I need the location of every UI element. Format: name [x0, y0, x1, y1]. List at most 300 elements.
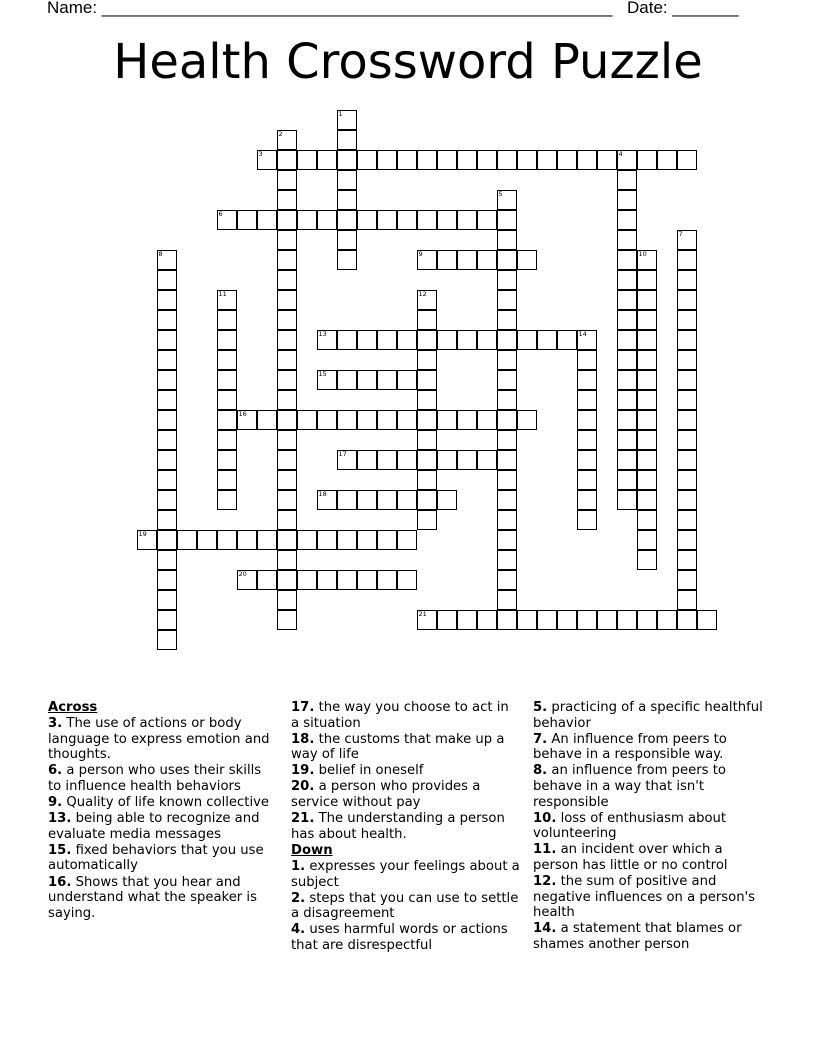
grid-cell[interactable] — [197, 530, 217, 550]
cell-number: 7 — [678, 229, 683, 238]
grid-cell[interactable] — [457, 210, 477, 230]
grid-cell[interactable] — [397, 490, 417, 510]
grid-cell[interactable] — [337, 150, 357, 170]
grid-cell[interactable] — [677, 290, 697, 310]
grid-cell[interactable] — [557, 610, 577, 630]
grid-cell[interactable] — [137, 530, 157, 550]
grid-cell[interactable] — [577, 350, 597, 370]
grid-cell[interactable] — [217, 470, 237, 490]
grid-cell[interactable] — [317, 330, 337, 350]
grid-cell[interactable] — [417, 150, 437, 170]
grid-cell[interactable] — [617, 410, 637, 430]
grid-cell[interactable] — [277, 150, 297, 170]
grid-cell[interactable] — [277, 410, 297, 430]
grid-cell[interactable] — [317, 570, 337, 590]
grid-cell[interactable] — [217, 450, 237, 470]
grid-cell[interactable] — [397, 370, 417, 390]
grid-cell[interactable] — [577, 370, 597, 390]
grid-cell[interactable] — [677, 450, 697, 470]
grid-cell[interactable] — [357, 530, 377, 550]
grid-cell[interactable] — [377, 150, 397, 170]
grid-cell[interactable] — [577, 330, 597, 350]
grid-cell[interactable] — [397, 330, 417, 350]
grid-cell[interactable] — [417, 370, 437, 390]
grid-cell[interactable] — [357, 450, 377, 470]
clue-number: 17. — [291, 700, 315, 715]
grid-cell[interactable] — [377, 490, 397, 510]
grid-cell[interactable] — [497, 590, 517, 610]
grid-cell[interactable] — [157, 610, 177, 630]
grid-cell[interactable] — [657, 610, 677, 630]
grid-cell[interactable] — [417, 470, 437, 490]
clue-text: a person who provides a service without pay — [291, 779, 481, 811]
grid-cell[interactable] — [157, 270, 177, 290]
grid-cell[interactable] — [237, 210, 257, 230]
grid-cell[interactable] — [417, 350, 437, 370]
grid-cell[interactable] — [437, 450, 457, 470]
grid-cell[interactable] — [637, 450, 657, 470]
grid-cell[interactable] — [417, 490, 437, 510]
grid-cell[interactable] — [617, 490, 637, 510]
grid-cell[interactable] — [637, 250, 657, 270]
grid-cell[interactable] — [617, 190, 637, 210]
grid-cell[interactable] — [497, 350, 517, 370]
grid-cell[interactable] — [477, 610, 497, 630]
grid-cell[interactable] — [277, 510, 297, 530]
grid-cell[interactable] — [417, 310, 437, 330]
grid-cell[interactable] — [517, 410, 537, 430]
grid-cell[interactable] — [677, 430, 697, 450]
grid-cell[interactable] — [337, 210, 357, 230]
grid-cell[interactable] — [497, 550, 517, 570]
grid-cell[interactable] — [637, 370, 657, 390]
grid-cell[interactable] — [157, 530, 177, 550]
grid-cell[interactable] — [337, 450, 357, 470]
page-title: Health Crossword Puzzle — [113, 34, 703, 90]
grid-cell[interactable] — [677, 370, 697, 390]
clue-down-1 — [291, 859, 521, 890]
grid-cell[interactable] — [217, 310, 237, 330]
grid-cell[interactable] — [597, 610, 617, 630]
grid-cell[interactable] — [417, 430, 437, 450]
cell-number: 20 — [238, 569, 247, 578]
grid-cell[interactable] — [377, 570, 397, 590]
grid-cell[interactable] — [157, 350, 177, 370]
grid-cell[interactable] — [577, 610, 597, 630]
grid-cell[interactable] — [677, 610, 697, 630]
grid-cell[interactable] — [377, 410, 397, 430]
grid-cell[interactable] — [617, 250, 637, 270]
grid-cell[interactable] — [637, 510, 657, 530]
down-heading: Down — [291, 842, 333, 858]
grid-cell[interactable] — [217, 530, 237, 550]
grid-cell[interactable] — [557, 150, 577, 170]
grid-cell[interactable] — [357, 210, 377, 230]
grid-cell[interactable] — [277, 310, 297, 330]
cell-number: 14 — [578, 329, 587, 338]
grid-cell[interactable] — [497, 430, 517, 450]
grid-cell[interactable] — [637, 470, 657, 490]
grid-cell[interactable] — [497, 490, 517, 510]
grid-cell[interactable] — [417, 290, 437, 310]
grid-cell[interactable] — [497, 370, 517, 390]
grid-cell[interactable] — [477, 250, 497, 270]
grid-cell[interactable] — [417, 330, 437, 350]
grid-cell[interactable] — [617, 310, 637, 330]
clue-number: 14. — [533, 921, 557, 937]
grid-cell[interactable] — [157, 570, 177, 590]
grid-cell[interactable] — [637, 150, 657, 170]
grid-cell[interactable] — [677, 590, 697, 610]
grid-cell[interactable] — [237, 570, 257, 590]
grid-cell[interactable] — [677, 310, 697, 330]
grid-cell[interactable] — [157, 290, 177, 310]
grid-cell[interactable] — [637, 350, 657, 370]
grid-cell[interactable] — [477, 330, 497, 350]
across-heading: Across — [48, 700, 98, 715]
grid-cell[interactable] — [277, 210, 297, 230]
grid-cell[interactable] — [277, 350, 297, 370]
grid-cell[interactable] — [337, 170, 357, 190]
grid-cell[interactable] — [277, 330, 297, 350]
grid-cell[interactable] — [337, 410, 357, 430]
clue-number: 21. — [291, 811, 315, 827]
grid-cell[interactable] — [397, 150, 417, 170]
grid-cell[interactable] — [577, 150, 597, 170]
grid-cell[interactable] — [557, 330, 577, 350]
grid-cell[interactable] — [677, 550, 697, 570]
cell-number: 2 — [278, 129, 283, 138]
grid-cell[interactable] — [457, 330, 477, 350]
grid-cell[interactable] — [477, 210, 497, 230]
grid-cell[interactable] — [657, 150, 677, 170]
grid-cell[interactable] — [617, 170, 637, 190]
grid-cell[interactable] — [157, 390, 177, 410]
grid-cell[interactable] — [497, 230, 517, 250]
grid-cell[interactable] — [337, 530, 357, 550]
grid-cell[interactable] — [357, 490, 377, 510]
grid-cell[interactable] — [317, 150, 337, 170]
grid-cell[interactable] — [517, 330, 537, 350]
grid-cell[interactable] — [637, 430, 657, 450]
grid-cell[interactable] — [677, 390, 697, 410]
grid-cell[interactable] — [177, 530, 197, 550]
grid-cell[interactable] — [157, 370, 177, 390]
clue-down-8 — [533, 763, 763, 810]
grid-cell[interactable] — [277, 530, 297, 550]
grid-cell[interactable] — [397, 570, 417, 590]
grid-cell[interactable] — [277, 550, 297, 570]
clue-across-13 — [48, 811, 278, 842]
grid-cell[interactable] — [677, 350, 697, 370]
grid-cell[interactable] — [637, 610, 657, 630]
grid-cell[interactable] — [157, 550, 177, 570]
grid-cell[interactable] — [417, 410, 437, 430]
grid-cell[interactable] — [617, 390, 637, 410]
grid-cell[interactable] — [697, 610, 717, 630]
grid-cell[interactable] — [377, 210, 397, 230]
grid-cell[interactable] — [677, 510, 697, 530]
grid-cell[interactable] — [677, 490, 697, 510]
grid-cell[interactable] — [377, 330, 397, 350]
date-field[interactable]: Date: _______ — [627, 0, 739, 17]
cell-number: 9 — [418, 249, 423, 258]
grid-cell[interactable] — [617, 610, 637, 630]
grid-cell[interactable] — [577, 430, 597, 450]
grid-cell[interactable] — [317, 210, 337, 230]
grid-cell[interactable] — [497, 570, 517, 590]
grid-cell[interactable] — [637, 310, 657, 330]
grid-cell[interactable] — [677, 530, 697, 550]
grid-cell[interactable] — [357, 410, 377, 430]
grid-cell[interactable] — [277, 170, 297, 190]
grid-cell[interactable] — [417, 250, 437, 270]
grid-cell[interactable] — [277, 470, 297, 490]
grid-cell[interactable] — [297, 410, 317, 430]
grid-cell[interactable] — [237, 530, 257, 550]
clue-number: 10. — [533, 810, 557, 826]
grid-cell[interactable] — [157, 630, 177, 650]
grid-cell[interactable] — [537, 330, 557, 350]
grid-cell[interactable] — [257, 150, 277, 170]
grid-cell[interactable] — [277, 430, 297, 450]
grid-cell[interactable] — [377, 530, 397, 550]
grid-cell[interactable] — [217, 390, 237, 410]
clue-down-4 — [291, 922, 521, 953]
grid-cell[interactable] — [217, 210, 237, 230]
grid-cell[interactable] — [637, 270, 657, 290]
grid-cell[interactable] — [637, 550, 657, 570]
grid-cell[interactable] — [337, 110, 357, 130]
grid-cell[interactable] — [437, 150, 457, 170]
grid-cell[interactable] — [297, 530, 317, 550]
grid-cell[interactable] — [277, 370, 297, 390]
grid-cell[interactable] — [157, 250, 177, 270]
grid-cell[interactable] — [157, 310, 177, 330]
grid-cell[interactable] — [277, 590, 297, 610]
grid-cell[interactable] — [217, 290, 237, 310]
grid-cell[interactable] — [497, 290, 517, 310]
grid-cell[interactable] — [457, 150, 477, 170]
grid-cell[interactable] — [157, 590, 177, 610]
grid-cell[interactable] — [277, 450, 297, 470]
grid-cell[interactable] — [437, 490, 457, 510]
grid-cell[interactable] — [437, 610, 457, 630]
grid-cell[interactable] — [577, 470, 597, 490]
grid-cell[interactable] — [637, 330, 657, 350]
grid-cell[interactable] — [497, 190, 517, 210]
grid-cell[interactable] — [577, 490, 597, 510]
grid-cell[interactable] — [337, 330, 357, 350]
grid-cell[interactable] — [497, 330, 517, 350]
grid-cell[interactable] — [617, 150, 637, 170]
grid-cell[interactable] — [577, 410, 597, 430]
grid-cell[interactable] — [497, 150, 517, 170]
grid-cell[interactable] — [317, 410, 337, 430]
grid-cell[interactable] — [617, 470, 637, 490]
grid-cell[interactable] — [517, 150, 537, 170]
grid-cell[interactable] — [217, 430, 237, 450]
grid-cell[interactable] — [277, 570, 297, 590]
grid-cell[interactable] — [397, 530, 417, 550]
grid-cell[interactable] — [497, 470, 517, 490]
grid-cell[interactable] — [277, 290, 297, 310]
grid-cell[interactable] — [677, 330, 697, 350]
grid-cell[interactable] — [337, 370, 357, 390]
grid-cell[interactable] — [257, 530, 277, 550]
grid-cell[interactable] — [677, 270, 697, 290]
grid-cell[interactable] — [417, 390, 437, 410]
grid-cell[interactable] — [337, 130, 357, 150]
grid-cell[interactable] — [637, 290, 657, 310]
grid-cell[interactable] — [277, 230, 297, 250]
grid-cell[interactable] — [637, 410, 657, 430]
grid-cell[interactable] — [237, 410, 257, 430]
grid-cell[interactable] — [537, 150, 557, 170]
grid-cell[interactable] — [337, 190, 357, 210]
grid-cell[interactable] — [577, 450, 597, 470]
clue-across-16 — [48, 875, 278, 922]
grid-cell[interactable] — [517, 610, 537, 630]
grid-cell[interactable] — [357, 570, 377, 590]
grid-cell[interactable] — [357, 150, 377, 170]
grid-cell[interactable] — [617, 290, 637, 310]
grid-cell[interactable] — [257, 410, 277, 430]
grid-cell[interactable] — [277, 130, 297, 150]
grid-cell[interactable] — [617, 430, 637, 450]
grid-cell[interactable] — [277, 610, 297, 630]
grid-cell[interactable] — [437, 330, 457, 350]
grid-cell[interactable] — [497, 270, 517, 290]
grid-cell[interactable] — [497, 250, 517, 270]
grid-cell[interactable] — [357, 330, 377, 350]
grid-cell[interactable] — [417, 610, 437, 630]
grid-cell[interactable] — [257, 210, 277, 230]
grid-cell[interactable] — [157, 430, 177, 450]
grid-cell[interactable] — [397, 210, 417, 230]
grid-cell[interactable] — [217, 350, 237, 370]
grid-cell[interactable] — [617, 350, 637, 370]
grid-cell[interactable] — [437, 410, 457, 430]
grid-cell[interactable] — [577, 510, 597, 530]
grid-cell[interactable] — [397, 450, 417, 470]
grid-cell[interactable] — [637, 390, 657, 410]
grid-cell[interactable] — [677, 230, 697, 250]
grid-cell[interactable] — [277, 490, 297, 510]
clue-across-9 — [48, 795, 278, 811]
clue-number: 12. — [533, 874, 557, 890]
grid-cell[interactable] — [477, 410, 497, 430]
clue-number: 7. — [533, 731, 548, 747]
grid-cell[interactable] — [377, 370, 397, 390]
grid-cell[interactable] — [277, 250, 297, 270]
grid-cell[interactable] — [157, 470, 177, 490]
grid-cell[interactable] — [497, 310, 517, 330]
grid-cell[interactable] — [297, 150, 317, 170]
grid-cell[interactable] — [317, 490, 337, 510]
grid-cell[interactable] — [277, 270, 297, 290]
grid-cell[interactable] — [677, 470, 697, 490]
grid-cell[interactable] — [337, 250, 357, 270]
grid-cell[interactable] — [577, 390, 597, 410]
grid-cell[interactable] — [417, 210, 437, 230]
grid-cell[interactable] — [277, 390, 297, 410]
clue-down-7 — [533, 732, 763, 763]
grid-cell[interactable] — [677, 150, 697, 170]
grid-cell[interactable] — [497, 510, 517, 530]
grid-cell[interactable] — [497, 530, 517, 550]
grid-cell[interactable] — [677, 570, 697, 590]
grid-cell[interactable] — [157, 490, 177, 510]
grid-cell[interactable] — [637, 530, 657, 550]
grid-cell[interactable] — [297, 210, 317, 230]
grid-cell[interactable] — [597, 150, 617, 170]
clue-text: An influence from peers to behave in a responsible way. — [533, 731, 727, 763]
grid-cell[interactable] — [457, 410, 477, 430]
grid-cell[interactable] — [677, 410, 697, 430]
grid-cell[interactable] — [477, 450, 497, 470]
grid-cell[interactable] — [457, 610, 477, 630]
grid-cell[interactable] — [497, 410, 517, 430]
grid-cell[interactable] — [277, 190, 297, 210]
grid-cell[interactable] — [417, 450, 437, 470]
grid-cell[interactable] — [397, 410, 417, 430]
grid-cell[interactable] — [457, 250, 477, 270]
grid-cell[interactable] — [157, 510, 177, 530]
clue-text: the way you choose to act in a situation — [291, 700, 509, 731]
grid-cell[interactable] — [457, 450, 477, 470]
grid-cell[interactable] — [497, 390, 517, 410]
grid-cell[interactable] — [217, 490, 237, 510]
grid-cell[interactable] — [617, 450, 637, 470]
grid-cell[interactable] — [617, 230, 637, 250]
grid-cell[interactable] — [417, 510, 437, 530]
grid-cell[interactable] — [157, 410, 177, 430]
grid-cell[interactable] — [157, 450, 177, 470]
grid-cell[interactable] — [497, 610, 517, 630]
grid-cell[interactable] — [537, 610, 557, 630]
grid-cell[interactable] — [497, 210, 517, 230]
grid-cell[interactable] — [217, 370, 237, 390]
grid-cell[interactable] — [617, 210, 637, 230]
grid-cell[interactable] — [437, 250, 457, 270]
grid-cell[interactable] — [317, 530, 337, 550]
grid-cell[interactable] — [377, 450, 397, 470]
grid-cell[interactable] — [217, 330, 237, 350]
grid-cell[interactable] — [337, 230, 357, 250]
grid-cell[interactable] — [357, 370, 377, 390]
name-field[interactable]: Name: ______________________________________________________ — [47, 0, 613, 17]
grid-cell[interactable] — [337, 490, 357, 510]
grid-cell[interactable] — [297, 570, 317, 590]
grid-cell[interactable] — [637, 490, 657, 510]
grid-cell[interactable] — [477, 150, 497, 170]
grid-cell[interactable] — [677, 250, 697, 270]
clue-number: 9. — [48, 795, 63, 811]
clue-text: an incident over which a person has little or no control — [533, 842, 728, 873]
grid-cell[interactable] — [437, 210, 457, 230]
grid-cell[interactable] — [257, 570, 277, 590]
grid-cell[interactable] — [157, 330, 177, 350]
grid-cell[interactable] — [317, 370, 337, 390]
grid-cell[interactable] — [517, 250, 537, 270]
grid-cell[interactable] — [217, 410, 237, 430]
grid-cell[interactable] — [617, 370, 637, 390]
grid-cell[interactable] — [337, 570, 357, 590]
grid-cell[interactable] — [617, 270, 637, 290]
grid-cell[interactable] — [617, 330, 637, 350]
grid-cell[interactable] — [497, 450, 517, 470]
